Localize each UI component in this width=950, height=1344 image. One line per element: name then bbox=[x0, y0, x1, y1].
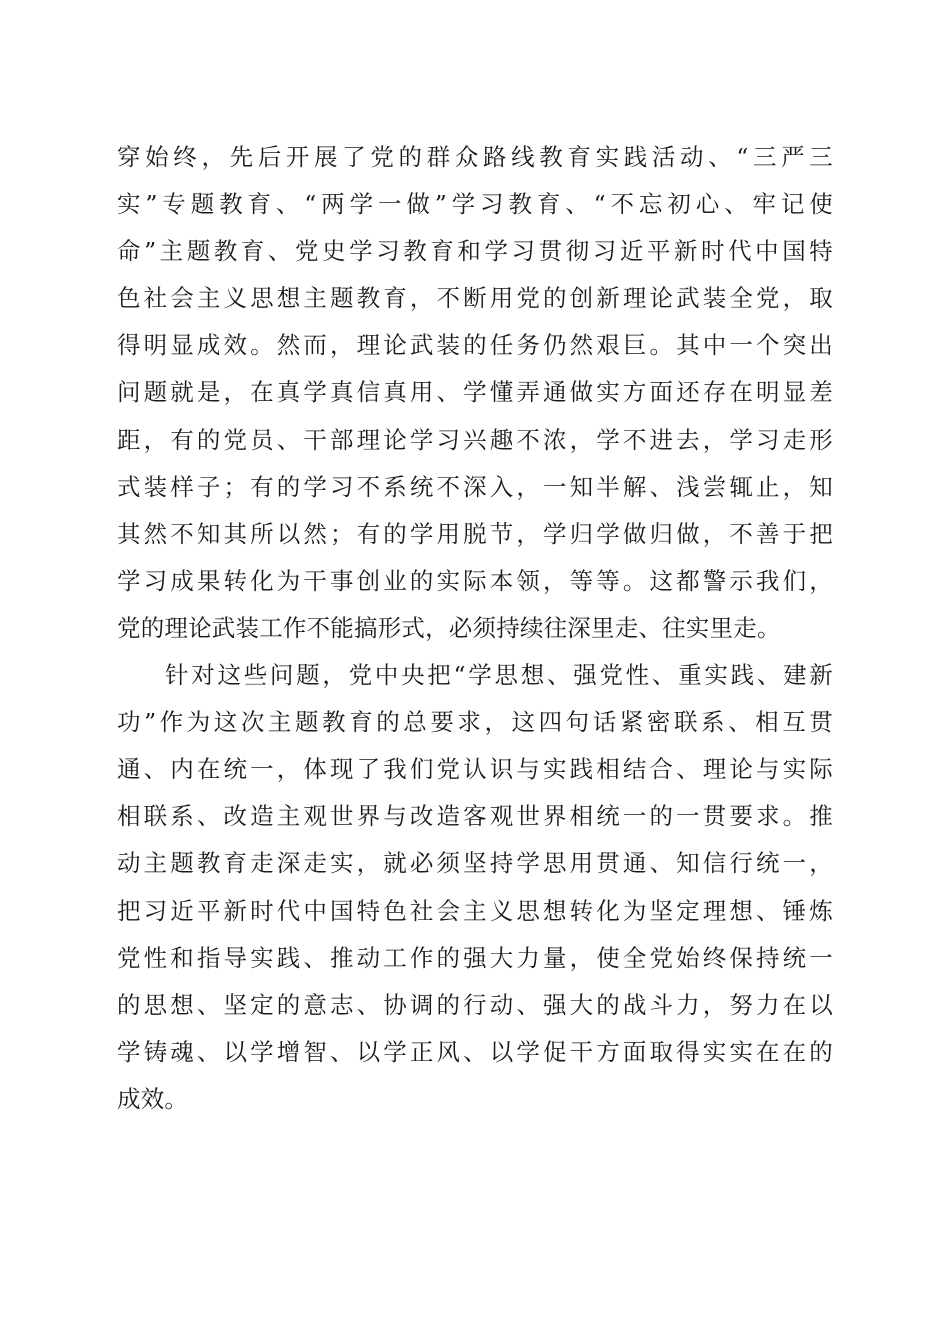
text-line: 动主题教育走深走实，就必须坚持学思用贯通、知信行统一， bbox=[117, 849, 833, 878]
text-line: 距，有的党员、干部理论学习兴趣不浓，学不进去，学习走形 bbox=[117, 425, 833, 454]
text-line: 问题就是，在真学真信真用、学懂弄通做实方面还存在明显差 bbox=[117, 378, 833, 407]
text-line: 的思想、坚定的意志、协调的行动、强大的战斗力，努力在以 bbox=[117, 990, 833, 1019]
text-line: 其然不知其所以然；有的学用脱节，学归学做归做，不善于把 bbox=[117, 519, 833, 548]
text-line: 学铸魂、以学增智、以学正风、以学促干方面取得实实在在的 bbox=[117, 1037, 833, 1066]
text-line: 学习成果转化为干事创业的实际本领，等等。这都警示我们， bbox=[117, 566, 833, 595]
text-line: 穿始终，先后开展了党的群众路线教育实践活动、“三严三 bbox=[117, 143, 833, 171]
text-line: 式装样子；有的学习不系统不深入，一知半解、浅尝辄止，知 bbox=[117, 472, 833, 501]
text-line: 成效。 bbox=[117, 1084, 189, 1113]
text-line: 实”专题教育、“两学一做”学习教育、“不忘初心、牢记使 bbox=[117, 190, 833, 219]
text-line: 相联系、改造主观世界与改造客观世界相统一的一贯要求。推 bbox=[117, 802, 833, 831]
text-line: 把习近平新时代中国特色社会主义思想转化为坚定理想、锤炼 bbox=[117, 896, 833, 925]
text-line: 党性和指导实践、推动工作的强大力量，使全党始终保持统一 bbox=[117, 943, 833, 972]
body-text bbox=[117, 134, 833, 1123]
text-line: 党的理论武装工作不能搞形式，必须持续往深里走、往实里走。 bbox=[117, 613, 781, 642]
text-line: 功”作为这次主题教育的总要求，这四句话紧密联系、相互贯 bbox=[117, 708, 833, 737]
text-line: 命”主题教育、党史学习教育和学习贯彻习近平新时代中国特 bbox=[117, 237, 833, 266]
text-line: 通、内在统一，体现了我们党认识与实践相结合、理论与实际 bbox=[117, 755, 833, 784]
text-line: 针对这些问题，党中央把“学思想、强党性、重实践、建新 bbox=[165, 661, 833, 690]
text-line: 得明显成效。然而，理论武装的任务仍然艰巨。其中一个突出 bbox=[117, 331, 833, 360]
text-line: 色社会主义思想主题教育，不断用党的创新理论武装全党，取 bbox=[117, 284, 833, 313]
